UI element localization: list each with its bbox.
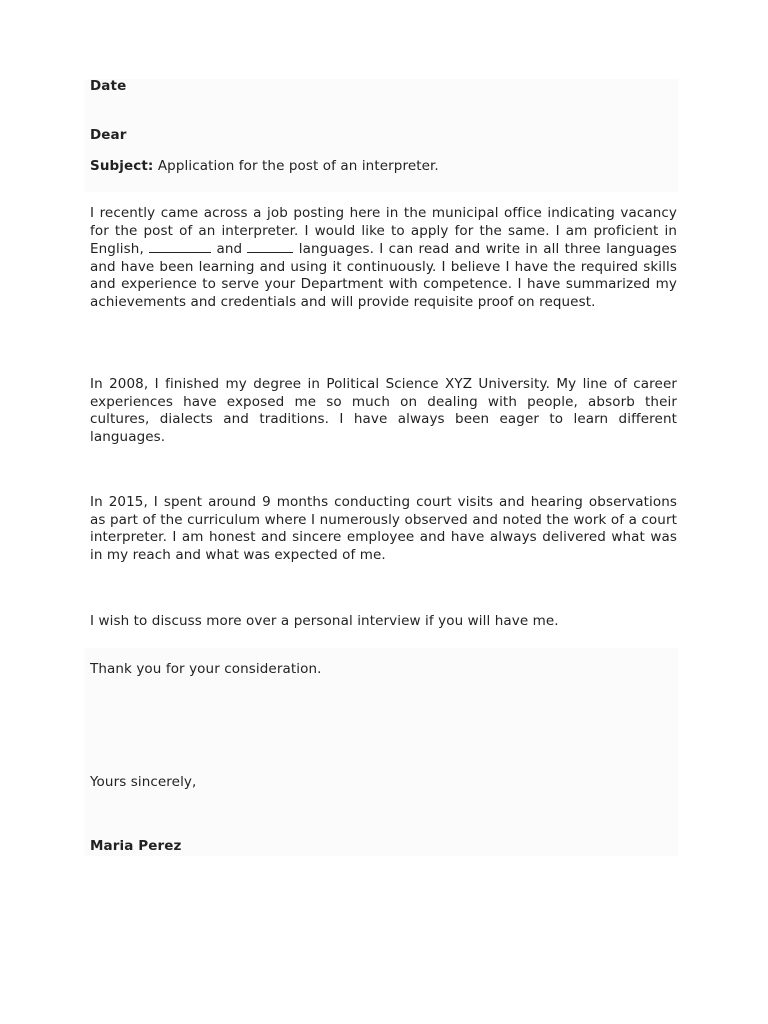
subject-text: Application for the post of an interpreter. — [157, 158, 439, 174]
blank-line-1 — [149, 240, 211, 253]
closing-line: Yours sincerely, — [90, 774, 197, 790]
signature-name: Maria Perez — [90, 838, 182, 854]
paragraph-1 — [90, 205, 677, 311]
date-label: Date — [90, 78, 127, 94]
paragraph-2: In 2008, I finished my degree in Political Science XYZ University. My line of career experiences have exposed me so much on dealing with people, absorb their cultures, dialects and traditions. I have always been eager to learn different languages. — [90, 376, 677, 445]
paragraph-1-and: and — [216, 241, 243, 257]
header-shading — [85, 79, 678, 192]
salutation: Dear — [90, 127, 127, 143]
thanks-line: Thank you for your consideration. — [90, 661, 322, 677]
subject-label: Subject: — [90, 158, 154, 174]
paragraph-4: I wish to discuss more over a personal interview if you will have me. — [90, 613, 559, 629]
blank-line-2 — [247, 240, 293, 253]
paragraph-1-part-2: languages. I can read and write in all three languages and have been learning and using it continuously. I believe I have the required skills and experience to serve your Department with competence. I have summarized my achievements and credentials and will provide requisite proof on request. — [90, 241, 677, 310]
paragraph-3: In 2015, I spent around 9 months conducting court visits and hearing observations as part of the curriculum where I numerously observed and noted the work of a court interpreter. I am honest and sincere employee and have always delivered what was in my reach and what was expected of me. — [90, 494, 677, 563]
paragraph-1-part-1: I recently came across a job posting here in the municipal office indicating vacancy for the post of an interpreter. I would like to apply for the same. I am proficient in English, — [90, 205, 677, 257]
subject-line — [90, 158, 439, 174]
closing-shading — [85, 648, 678, 856]
